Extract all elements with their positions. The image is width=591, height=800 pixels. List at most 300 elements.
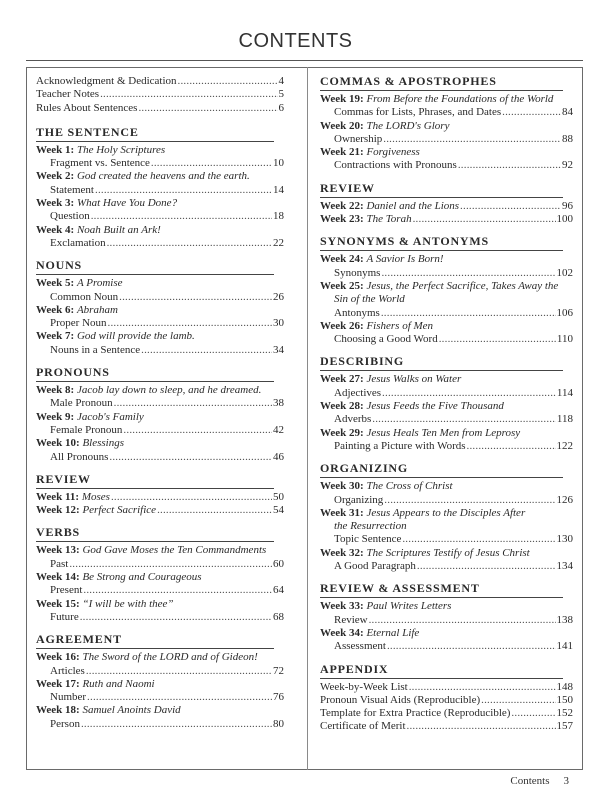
- dot-leader: [109, 451, 272, 464]
- toc-entry-text: Topic Sentence: [334, 533, 402, 546]
- week-heading: [320, 120, 573, 133]
- toc-section: [320, 581, 573, 653]
- toc-entry-page: 96: [562, 199, 573, 212]
- week-heading: [36, 384, 284, 397]
- toc-entry-page: 130: [556, 533, 573, 546]
- toc-entry-page: 84: [562, 106, 573, 119]
- toc-entry-text: Rules About Sentences: [36, 101, 138, 114]
- week-heading: [320, 627, 573, 640]
- toc-entry-page: 60: [273, 557, 284, 570]
- dot-leader: [151, 157, 272, 170]
- week-heading: [36, 277, 284, 290]
- toc-entry-page: 54: [273, 504, 284, 517]
- week-subtitle: God will provide the lamb.: [76, 330, 195, 343]
- toc-entry: [36, 424, 284, 437]
- week-subtitle: The Cross of Christ: [366, 480, 453, 493]
- week-heading: [36, 224, 284, 237]
- toc-entry: [320, 614, 573, 627]
- toc-entry-text: Exclamation: [50, 236, 106, 249]
- toc-entry-text: Commas for Lists, Phrases, and Dates: [334, 106, 502, 119]
- toc-entry-page: 92: [562, 159, 573, 172]
- footer-page-number: 3: [563, 775, 569, 787]
- week-number: Week 30:: [320, 480, 364, 493]
- toc-entry-page: 134: [556, 560, 573, 573]
- week-subtitle: Samuel Anoints David: [82, 704, 181, 717]
- week-number: Week 25:: [320, 279, 364, 292]
- toc-entry-page: 88: [562, 132, 573, 145]
- dot-leader: [502, 106, 561, 119]
- week-subtitle: Abraham: [76, 303, 118, 316]
- toc-entry-page: 34: [273, 343, 284, 356]
- toc-entry: [36, 291, 284, 304]
- week-subtitle: Eternal Life: [366, 626, 420, 639]
- dot-leader: [511, 707, 555, 720]
- toc-entry-text: Person: [50, 717, 80, 730]
- week-number: Week 23:: [320, 213, 364, 226]
- right-column: [320, 72, 573, 734]
- week-number: Week 6:: [36, 303, 75, 316]
- toc-entry-text: Articles: [50, 664, 85, 677]
- toc-entry-page: 26: [273, 290, 284, 303]
- toc-entry-page: 4: [278, 75, 284, 87]
- week-number: Week 27:: [320, 373, 364, 386]
- toc-entry-page: 30: [273, 317, 284, 330]
- page-title: CONTENTS: [238, 30, 353, 52]
- dot-leader: [467, 440, 556, 453]
- toc-entry-text: Number: [50, 691, 87, 704]
- week-heading: [320, 427, 573, 440]
- week-heading: [36, 304, 284, 317]
- toc-entry-text: Adjectives: [334, 386, 382, 399]
- week-number: Week 28:: [320, 400, 364, 413]
- week-number: Week 5:: [36, 277, 75, 290]
- week-number: Week 24:: [320, 253, 364, 266]
- toc-entry: [320, 200, 573, 213]
- toc-entry-text: Week-by-Week List: [320, 680, 408, 693]
- dot-leader: [383, 133, 561, 146]
- toc-section: [320, 74, 573, 173]
- toc-entry-page: 6: [278, 101, 284, 114]
- section-rule: [36, 488, 274, 489]
- toc-entry-text: Organizing: [334, 493, 384, 506]
- week-number: Week 29:: [320, 426, 364, 439]
- toc-entry-page: 18: [273, 210, 284, 223]
- week-subtitle: The Scriptures Testify of Jesus Christ: [366, 546, 530, 559]
- week-subtitle: The Sword of the LORD and of Gideon!: [82, 651, 258, 664]
- section-rule: [36, 141, 274, 142]
- toc-entry-text: A Good Paragraph: [334, 560, 416, 573]
- toc-entry-text: Ownership: [334, 132, 383, 145]
- section-rule: [320, 370, 563, 371]
- dot-leader: [100, 88, 277, 101]
- week-number: Week 13:: [36, 544, 80, 557]
- toc-entry: [36, 317, 284, 330]
- toc-entry-page: 102: [556, 266, 573, 279]
- week-number: Week 8:: [36, 384, 75, 397]
- dot-leader: [114, 397, 272, 410]
- week-number: Week 12:: [36, 504, 80, 517]
- dot-leader: [83, 584, 272, 597]
- dot-leader: [381, 267, 555, 280]
- toc-entry-page: 110: [556, 333, 573, 346]
- week-subtitle: Jesus, the Perfect Sacrifice, Takes Away the: [366, 279, 559, 292]
- section-rule: [320, 250, 563, 251]
- toc-entry-text: [320, 213, 412, 226]
- section-rule: [36, 648, 274, 649]
- toc-entry-text: Pronoun Visual Aids (Reproducible): [320, 693, 481, 706]
- week-number: Week 19:: [320, 93, 364, 105]
- week-number: Week 16:: [36, 651, 80, 664]
- toc-entry: [320, 494, 573, 507]
- dot-leader: [157, 504, 272, 517]
- week-heading: [36, 197, 284, 210]
- week-subtitle: God Gave Moses the Ten Commandments: [82, 544, 267, 557]
- toc-entry-text: Template for Extra Practice (Reproducible): [320, 707, 511, 720]
- toc-entry: [320, 413, 573, 426]
- week-number: Week 10:: [36, 437, 80, 450]
- toc-entry-page: 68: [273, 610, 284, 623]
- toc-section: [320, 354, 573, 453]
- left-column: [36, 72, 284, 731]
- week-subtitle: A Savior Is Born!: [366, 253, 444, 266]
- week-heading: [36, 411, 284, 424]
- dot-leader: [86, 665, 272, 678]
- toc-entry: [36, 665, 284, 678]
- dot-leader: [81, 718, 272, 731]
- week-subtitle-continued: Sin of the World: [334, 293, 405, 306]
- week-heading: [36, 437, 284, 450]
- week-heading: [36, 598, 284, 611]
- toc-entry: [36, 210, 284, 223]
- toc-entry-text: Fragment vs. Sentence: [50, 157, 150, 170]
- toc-entry-text: Nouns in a Sentence: [50, 343, 141, 356]
- dot-leader: [382, 387, 556, 400]
- week-number: Week 11:: [36, 490, 80, 503]
- front-matter: [36, 75, 284, 115]
- toc-entry-text: Adverbs: [334, 413, 372, 426]
- week-number: Week 4:: [36, 223, 75, 236]
- toc-entry: [320, 440, 573, 453]
- week-subtitle: Jesus Feeds the Five Thousand: [366, 400, 504, 413]
- dot-leader: [407, 720, 556, 733]
- week-heading: [36, 330, 284, 343]
- toc-entry-page: 76: [273, 691, 284, 704]
- toc-entry: [36, 184, 284, 197]
- section-rule: [36, 274, 274, 275]
- section-title: APPENDIX: [320, 661, 389, 676]
- week-subtitle: The LORD's Glory: [366, 119, 450, 132]
- section-rule: [320, 90, 563, 91]
- dot-leader: [439, 333, 556, 346]
- week-number: Week 20:: [320, 119, 364, 132]
- dot-leader: [413, 213, 556, 226]
- week-subtitle-continued: the Resurrection: [334, 520, 407, 533]
- toc-entry-page: 141: [556, 640, 573, 653]
- toc-entry-page: 72: [273, 664, 284, 677]
- toc-entry: [320, 307, 573, 320]
- toc-entry: [36, 558, 284, 571]
- week-heading: [36, 704, 284, 717]
- dot-leader: [95, 184, 272, 197]
- column-divider: [307, 67, 308, 770]
- toc-entry-text: Teacher Notes: [36, 88, 100, 101]
- toc-entry-text: Certificate of Merit: [320, 720, 406, 733]
- toc-entry: [320, 333, 573, 346]
- section-title: DESCRIBING: [320, 354, 405, 369]
- toc-entry: [320, 720, 573, 733]
- toc-entry-page: 5: [278, 88, 284, 101]
- toc-entry-page: 100: [556, 213, 573, 226]
- toc-entry: [320, 640, 573, 653]
- toc-entry-page: 122: [556, 439, 573, 452]
- toc-section: [320, 461, 573, 573]
- toc-entry: [36, 718, 284, 731]
- toc-entry-page: 64: [273, 584, 284, 597]
- week-subtitle: Moses: [81, 490, 110, 503]
- week-number: Week 17:: [36, 677, 80, 690]
- toc-entry-page: 138: [556, 613, 573, 626]
- toc-entry-page: 118: [556, 413, 573, 426]
- section-rule: [320, 197, 563, 198]
- section-rule: [320, 597, 563, 598]
- toc-entry-page: 148: [556, 680, 573, 693]
- toc-entry: [320, 707, 573, 720]
- week-subtitle: “I will be with thee”: [82, 597, 174, 610]
- week-number: Week 9:: [36, 410, 75, 423]
- toc-entry: [36, 75, 284, 88]
- week-number: Week 26:: [320, 319, 364, 332]
- week-heading: [320, 547, 573, 560]
- week-subtitle: Forgiveness: [366, 146, 420, 159]
- toc-entry-page: 114: [556, 386, 573, 399]
- toc-entry: [320, 681, 573, 694]
- dot-leader: [107, 237, 272, 250]
- dot-leader: [80, 611, 272, 624]
- week-subtitle: The Torah: [366, 213, 412, 226]
- toc-entry: [320, 533, 573, 546]
- toc-entry-page: 106: [556, 306, 573, 319]
- toc-entry-text: Statement: [50, 183, 94, 196]
- toc-entry: [36, 397, 284, 410]
- week-heading: [36, 544, 284, 557]
- toc-entry-text: Acknowledgment & Dedication: [36, 75, 177, 87]
- toc-entry: [36, 102, 284, 115]
- toc-entry-text: [36, 504, 156, 517]
- week-number: Week 2:: [36, 170, 75, 183]
- week-subtitle: Perfect Sacrifice: [82, 504, 157, 517]
- toc-entry: [320, 106, 573, 119]
- week-heading: [320, 600, 573, 613]
- week-heading: [320, 320, 573, 333]
- week-heading: [320, 146, 573, 159]
- dot-leader: [87, 691, 272, 704]
- toc-entry-text: Present: [50, 584, 83, 597]
- section-title: COMMAS & APOSTROPHES: [320, 74, 497, 88]
- toc-entry: [36, 237, 284, 250]
- toc-entry: [320, 159, 573, 172]
- toc-entry-text: Proper Noun: [50, 317, 107, 330]
- toc-entry-text: [36, 491, 110, 504]
- dot-leader: [458, 159, 561, 172]
- week-subtitle: From Before the Foundations of the World: [366, 93, 554, 105]
- week-subtitle: Jacob's Family: [76, 410, 144, 423]
- section-rule: [36, 541, 274, 542]
- dot-leader: [409, 681, 556, 694]
- toc-section-appendix: [320, 662, 573, 734]
- dot-leader: [123, 424, 272, 437]
- toc-entry-text: Painting a Picture with Words: [334, 439, 466, 452]
- section-title: SYNONYMS & ANTONYMS: [320, 234, 489, 249]
- dot-leader: [372, 413, 556, 426]
- dot-leader: [384, 494, 555, 507]
- week-number: Week 14:: [36, 571, 80, 584]
- week-heading: [36, 144, 284, 157]
- section-rule: [320, 477, 563, 478]
- toc-entry-page: 126: [556, 493, 573, 506]
- toc-section: [36, 258, 284, 357]
- section-title: REVIEW: [320, 180, 375, 195]
- toc-entry: [36, 451, 284, 464]
- toc-entry-text: Review: [334, 613, 368, 626]
- dot-leader: [111, 491, 272, 504]
- dot-leader: [178, 75, 278, 88]
- dot-leader: [369, 614, 556, 627]
- toc-entry-page: 80: [273, 717, 284, 730]
- week-number: Week 15:: [36, 597, 80, 610]
- toc-entry-page: 10: [273, 157, 284, 170]
- toc-entry: [320, 267, 573, 280]
- week-heading: [36, 571, 284, 584]
- toc-entry-text: Contractions with Pronouns: [334, 159, 457, 172]
- section-title: THE SENTENCE: [36, 124, 139, 139]
- dot-leader: [387, 640, 556, 653]
- week-subtitle: Blessings: [82, 437, 125, 450]
- toc-entry-text: Female Pronoun: [50, 423, 123, 436]
- section-title: NOUNS: [36, 258, 83, 273]
- week-number: Week 31:: [320, 506, 364, 519]
- footer-label: Contents: [510, 775, 550, 787]
- toc-entry-text: Past: [50, 557, 69, 570]
- week-heading: [320, 253, 573, 266]
- toc-entry: [36, 611, 284, 624]
- week-heading: [36, 170, 284, 183]
- week-heading: [320, 280, 573, 293]
- dot-leader: [69, 558, 272, 571]
- dot-leader: [119, 291, 272, 304]
- week-subtitle: Jesus Heals Ten Men from Leprosy: [366, 426, 521, 439]
- title-rule: [26, 60, 583, 61]
- toc-entry-text: Assessment: [334, 640, 386, 653]
- week-number: Week 33:: [320, 600, 364, 613]
- section-title: VERBS: [36, 525, 81, 540]
- section-title: AGREEMENT: [36, 632, 122, 647]
- toc-entry: [36, 88, 284, 101]
- week-heading: [320, 480, 573, 493]
- toc-entry: [36, 504, 284, 517]
- toc-section: [36, 525, 284, 624]
- week-number: Week 22:: [320, 199, 364, 212]
- week-subtitle: A Promise: [76, 277, 123, 290]
- week-heading: [320, 373, 573, 386]
- section-rule: [36, 381, 274, 382]
- week-subtitle: The Holy Scriptures: [76, 143, 166, 156]
- toc-entry-text: Choosing a Good Word: [334, 333, 438, 346]
- page-footer: [510, 775, 569, 787]
- week-heading: [320, 93, 573, 106]
- toc-entry-page: 150: [556, 693, 573, 706]
- dot-leader: [402, 533, 555, 546]
- week-heading: [36, 651, 284, 664]
- toc-section: [36, 365, 284, 464]
- toc-entry: [36, 157, 284, 170]
- toc-entry-text: [320, 200, 459, 213]
- toc-entry: [320, 560, 573, 573]
- toc-entry-page: 22: [273, 236, 284, 249]
- toc-entry-text: Synonyms: [334, 266, 381, 279]
- week-subtitle: Ruth and Naomi: [82, 677, 155, 690]
- toc-entry-text: Male Pronoun: [50, 397, 113, 410]
- week-subtitle: Paul Writes Letters: [366, 600, 452, 613]
- toc-entry: [320, 387, 573, 400]
- toc-entry: [320, 694, 573, 707]
- toc-entry-page: 50: [273, 490, 284, 503]
- toc-section: [36, 125, 284, 250]
- toc-entry-page: 46: [273, 450, 284, 463]
- dot-leader: [91, 210, 272, 223]
- section-title: REVIEW & ASSESSMENT: [320, 581, 480, 596]
- toc-entry: [36, 344, 284, 357]
- toc-section: [36, 632, 284, 731]
- toc-entry-page: 157: [556, 720, 573, 733]
- section-title: REVIEW: [36, 471, 91, 486]
- week-number: Week 3:: [36, 197, 75, 210]
- toc-entry-page: 152: [556, 707, 573, 720]
- week-subtitle: What Have You Done?: [76, 197, 178, 210]
- toc-section: [36, 472, 284, 518]
- week-heading: [36, 678, 284, 691]
- dot-leader: [381, 307, 556, 320]
- week-subtitle: Fishers of Men: [366, 319, 434, 332]
- toc-entry: [36, 491, 284, 504]
- section-rule: [320, 678, 563, 679]
- week-number: Week 7:: [36, 330, 75, 343]
- dot-leader: [138, 102, 277, 115]
- toc-entry-page: 38: [273, 397, 284, 410]
- toc-section: [320, 234, 573, 346]
- week-subtitle: Jesus Appears to the Disciples After: [366, 506, 526, 519]
- week-number: Week 1:: [36, 143, 75, 156]
- week-subtitle: God created the heavens and the earth.: [76, 170, 250, 183]
- toc-entry: [320, 213, 573, 226]
- toc-entry: [36, 691, 284, 704]
- dot-leader: [460, 200, 561, 213]
- week-heading: [320, 400, 573, 413]
- week-number: Week 34:: [320, 626, 364, 639]
- section-title: ORGANIZING: [320, 461, 409, 476]
- week-subtitle: Jacob lay down to sleep, and he dreamed.: [76, 384, 262, 397]
- toc-entry-page: 14: [273, 183, 284, 196]
- toc-entry: [36, 584, 284, 597]
- dot-leader: [108, 317, 272, 330]
- week-subtitle: Jesus Walks on Water: [366, 373, 462, 386]
- toc-entry: [320, 133, 573, 146]
- section-title: PRONOUNS: [36, 365, 110, 380]
- week-heading: [320, 507, 573, 520]
- week-subtitle: Daniel and the Lions: [366, 199, 460, 212]
- dot-leader: [141, 344, 272, 357]
- toc-entry-text: Common Noun: [50, 290, 119, 303]
- toc-entry-page: 42: [273, 423, 284, 436]
